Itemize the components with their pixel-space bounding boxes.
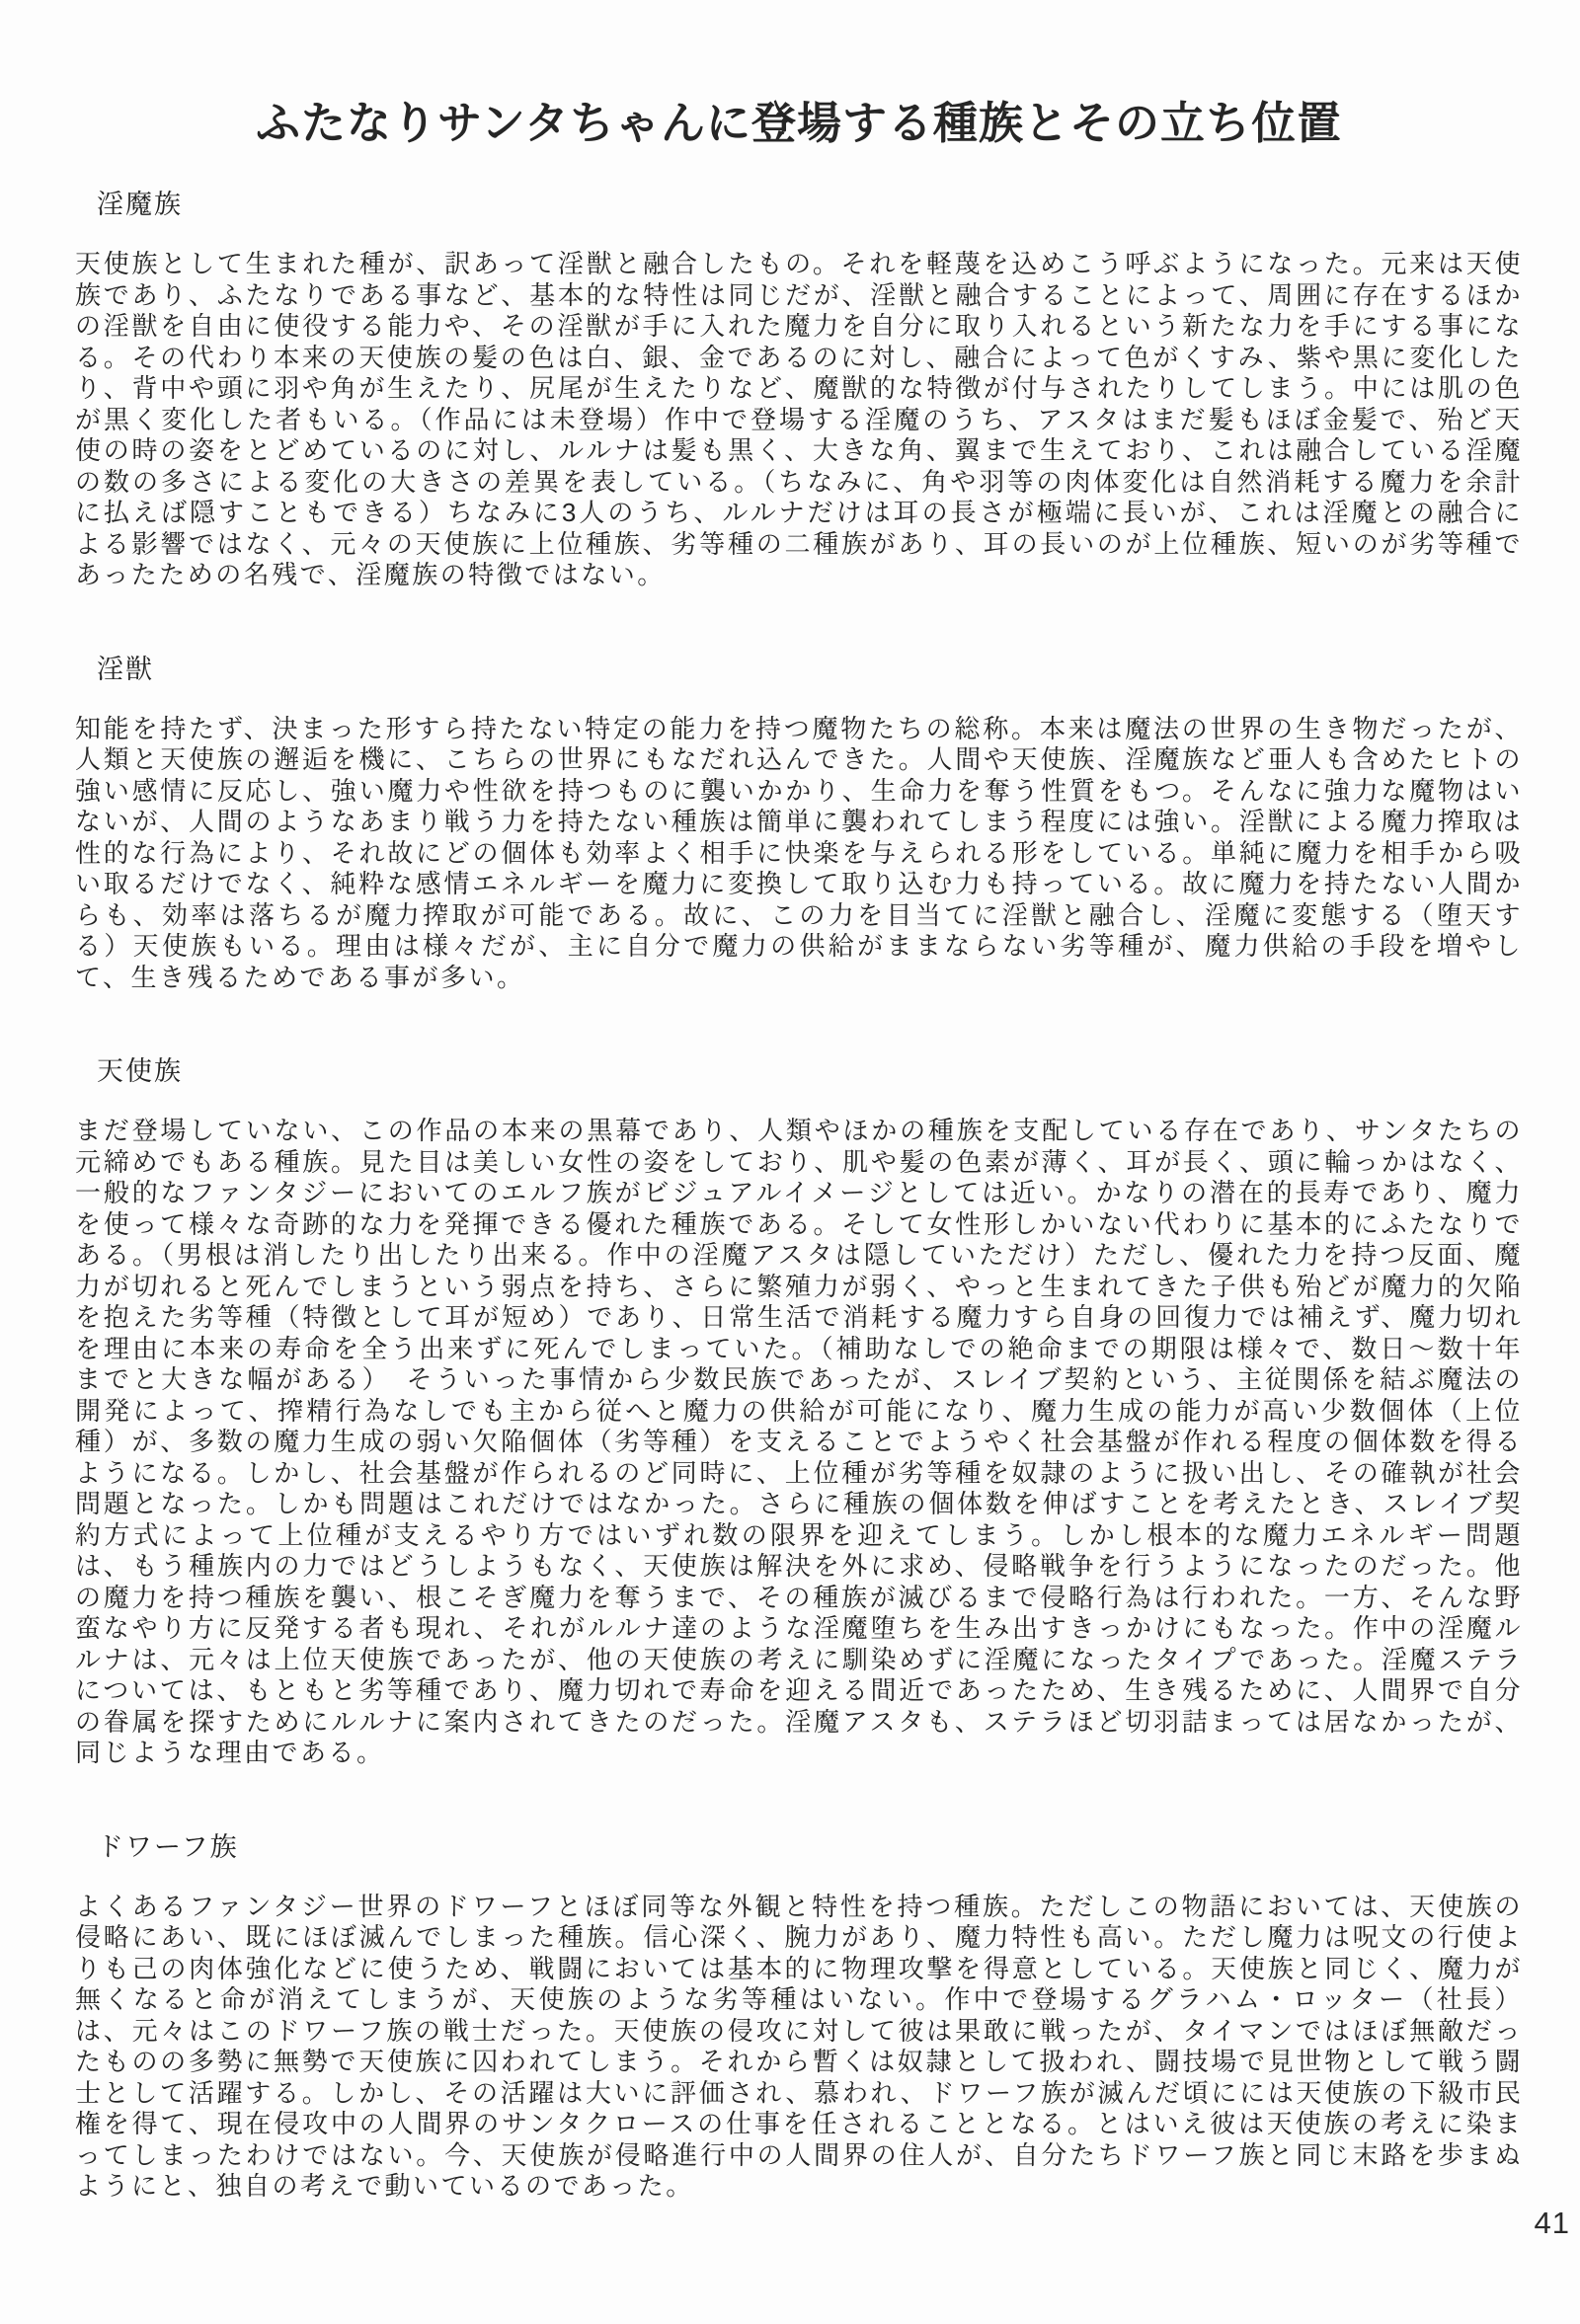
section-body: よくあるファンタジー世界のドワーフとほぼ同等な外観と特性を持つ種族。ただしこの物語においては、天使族の侵略にあい、既にほぼ滅んでしまった種族。信心深く、腕力があり、魔力特性も高い。ただし魔力は呪文の行使よりも己の肉体強化などに使うため、戦闘においては基本的に物理攻撃を得意としている。天使族と同じく、魔力が無くなると命が消えてしまうが、天使族のような劣等種はいない。作中で登場するグラハム・ロッター（社長）は、元々はこのドワーフ族の戦士だった。天使族の侵攻に対して彼は果敢に戦ったが、タイマンではほぼ無敵だったものの多勢に無勢で天使族に囚われてしまう。それから暫くは奴隷として扱われ、闘技場で見世物として戦う闘士として活躍する。しかし、その活躍は大いに評価され、慕われ、ドワーフ族が滅んだ頃にには天使族の下級市民権を得て、現在侵攻中の人間界のサンタクロースの仕事を任されることとなる。とはいえ彼は天使族の考えに染まってしまったわけではない。今、天使族が侵略進行中の人間界の住人が、自分たちドワーフ族と同じ末路を歩まぬようにと、独自の考えで動いているのであった。 bbox=[75, 1891, 1523, 2201]
section-tenshizoku bbox=[75, 1054, 1523, 1769]
section-heading: ドワーフ族 bbox=[97, 1831, 239, 1862]
section-heading: 淫獣 bbox=[97, 654, 154, 684]
section-injuu bbox=[75, 653, 1523, 994]
page-title: ふたなりサンタちゃんに登場する種族とその立ち位置 bbox=[256, 98, 1342, 148]
section-body: まだ登場していない、この作品の本来の黒幕であり、人類やほかの種族を支配している存在であり、サンタたちの元締めでもある種族。見た目は美しい女性の姿をしており、肌や髪の色素が薄く、耳が長く、頭に輪っかはなく、一般的なファンタジーにおいてのエルフ族がビジュアルイメージとしては近い。かなりの潜在的長寿であり、魔力を使って様々な奇跡的な力を発揮できる優れた種族である。そして女性形しかいない代わりに基本的にふたなりである。（男根は消したり出したり出来る。作中の淫魔アスタは隠していただけ）ただし、優れた力を持つ反面、魔力が切れると死んでしまうという弱点を持ち、さらに繁殖力が弱く、やっと生まれてきた子供も殆どが魔力的欠陥を抱えた劣等種（特徴として耳が短め）であり、日常生活で消耗する魔力すら自身の回復力では補えず、魔力切れを理由に本来の寿命を全う出来ずに死んでしまっていた。（補助なしでの絶命までの期限は様々で、数日～数十年までと大きな幅がある） そういった事情から少数民族であったが、スレイブ契約という、主従関係を結ぶ魔法の開発によって、搾精行為なしでも主から従へと魔力の供給が可能になり、魔力生成の能力が高い少数個体（上位種）が、多数の魔力生成の弱い欠陥個体（劣等種）を支えることでようやく社会基盤が作れる程度の個体数を得るようになる。しかし、社会基盤が作られるのど同時に、上位種が劣等種を奴隷のように扱い出し、その確執が社会問題となった。しかも問題はこれだけではなかった。さらに種族の個体数を伸ばすことを考えたとき、スレイブ契約方式によって上位種が支えるやり方ではいずれ数の限界を迎えてしまう。しかし根本的な魔力エネルギー問題は、もう種族内の力ではどうしようもなく、天使族は解決を外に求め、侵略戦争を行うようになったのだった。他の魔力を持つ種族を襲い、根こそぎ魔力を奪うまで、その種族が滅びるまで侵略行為は行われた。一方、そんな野蛮なやり方に反発する者も現れ、それがルルナ達のような淫魔堕ちを生み出すきっかけにもなった。作中の淫魔ルルナは、元々は上位天使族であったが、他の天使族の考えに馴染めずに淫魔になったタイプであった。淫魔ステラについては、もともと劣等種であり、魔力切れで寿命を迎える間近であったため、生き残るために、人間界で自分の眷属を探すためにルルナに案内されてきたのだった。淫魔アスタも、ステラほど切羽詰まっては居なかったが、同じような理由である。 bbox=[75, 1116, 1523, 1767]
section-heading: 天使族 bbox=[97, 1056, 183, 1086]
document-content bbox=[0, 95, 1580, 2203]
page-number: 41 bbox=[1534, 2206, 1570, 2240]
section-heading: 淫魔族 bbox=[97, 190, 183, 219]
section-body: 天使族として生まれた種が、訳あって淫獣と融合したもの。それを軽蔑を込めこう呼ぶようになった。元来は天使族であり、ふたなりである事など、基本的な特性は同じだが、淫獣と融合することによって、周囲に存在するほかの淫獣を自由に使役する能力や、その淫獣が手に入れた魔力を自分に取り入れるという新たな力を手にする事になる。その代わり本来の天使族の髪の色は白、銀、金であるのに対し、融合によって色がくすみ、紫や黒に変化したり、背中や頭に羽や角が生えたり、尻尾が生えたりなど、魔獣的な特徴が付与されたりしてしまう。中には肌の色が黒く変化した者もいる。（作品には未登場）作中で登場する淫魔のうち、アスタはまだ髪もほぼ金髪で、殆ど天使の時の姿をとどめているのに対し、ルルナは髪も黒く、大きな角、翼まで生えており、これは融合している淫魔の数の多さによる変化の大きさの差異を表している。（ちなみに、角や羽等の肉体変化は自然消耗する魔力を余計に払えば隠すこともできる）ちなみに3人のうち、ルルナだけは耳の長さが極端に長いが、これは淫魔との融合による影響ではなく、元々の天使族に上位種族、劣等種の二種族があり、耳の長いのが上位種族、短いのが劣等種であったための名残で、淫魔族の特徴ではない。 bbox=[75, 249, 1523, 589]
section-dwarfzoku bbox=[75, 1830, 1523, 2203]
section-body: 知能を持たず、決まった形すら持たない特定の能力を持つ魔物たちの総称。本来は魔法の世界の生き物だったが、人類と天使族の邂逅を機に、こちらの世界にもなだれ込んできた。人間や天使族、淫魔族など亜人も含めたヒトの強い感情に反応し、強い魔力や性欲を持つものに襲いかかり、生命力を奪う性質をもつ。そんなに強力な魔物はいないが、人間のようなあまり戦う力を持たない種族は簡単に襲われてしまう程度には強い。淫獣による魔力搾取は性的な行為により、それ故にどの個体も効率よく相手に快楽を与えられる形をしている。単純に魔力を相手から吸い取るだけでなく、純粋な感情エネルギーを魔力に変換して取り込む力も持っている。故に魔力を持たない人間からも、効率は落ちるが魔力搾取が可能である。故に、この力を目当てに淫獣と融合し、淫魔に変態する（堕天する）天使族もいる。理由は様々だが、主に自分で魔力の供給がままならない劣等種が、魔力供給の手段を増やして、生き残るためである事が多い。 bbox=[75, 713, 1523, 992]
section-inmazoku bbox=[75, 188, 1523, 591]
